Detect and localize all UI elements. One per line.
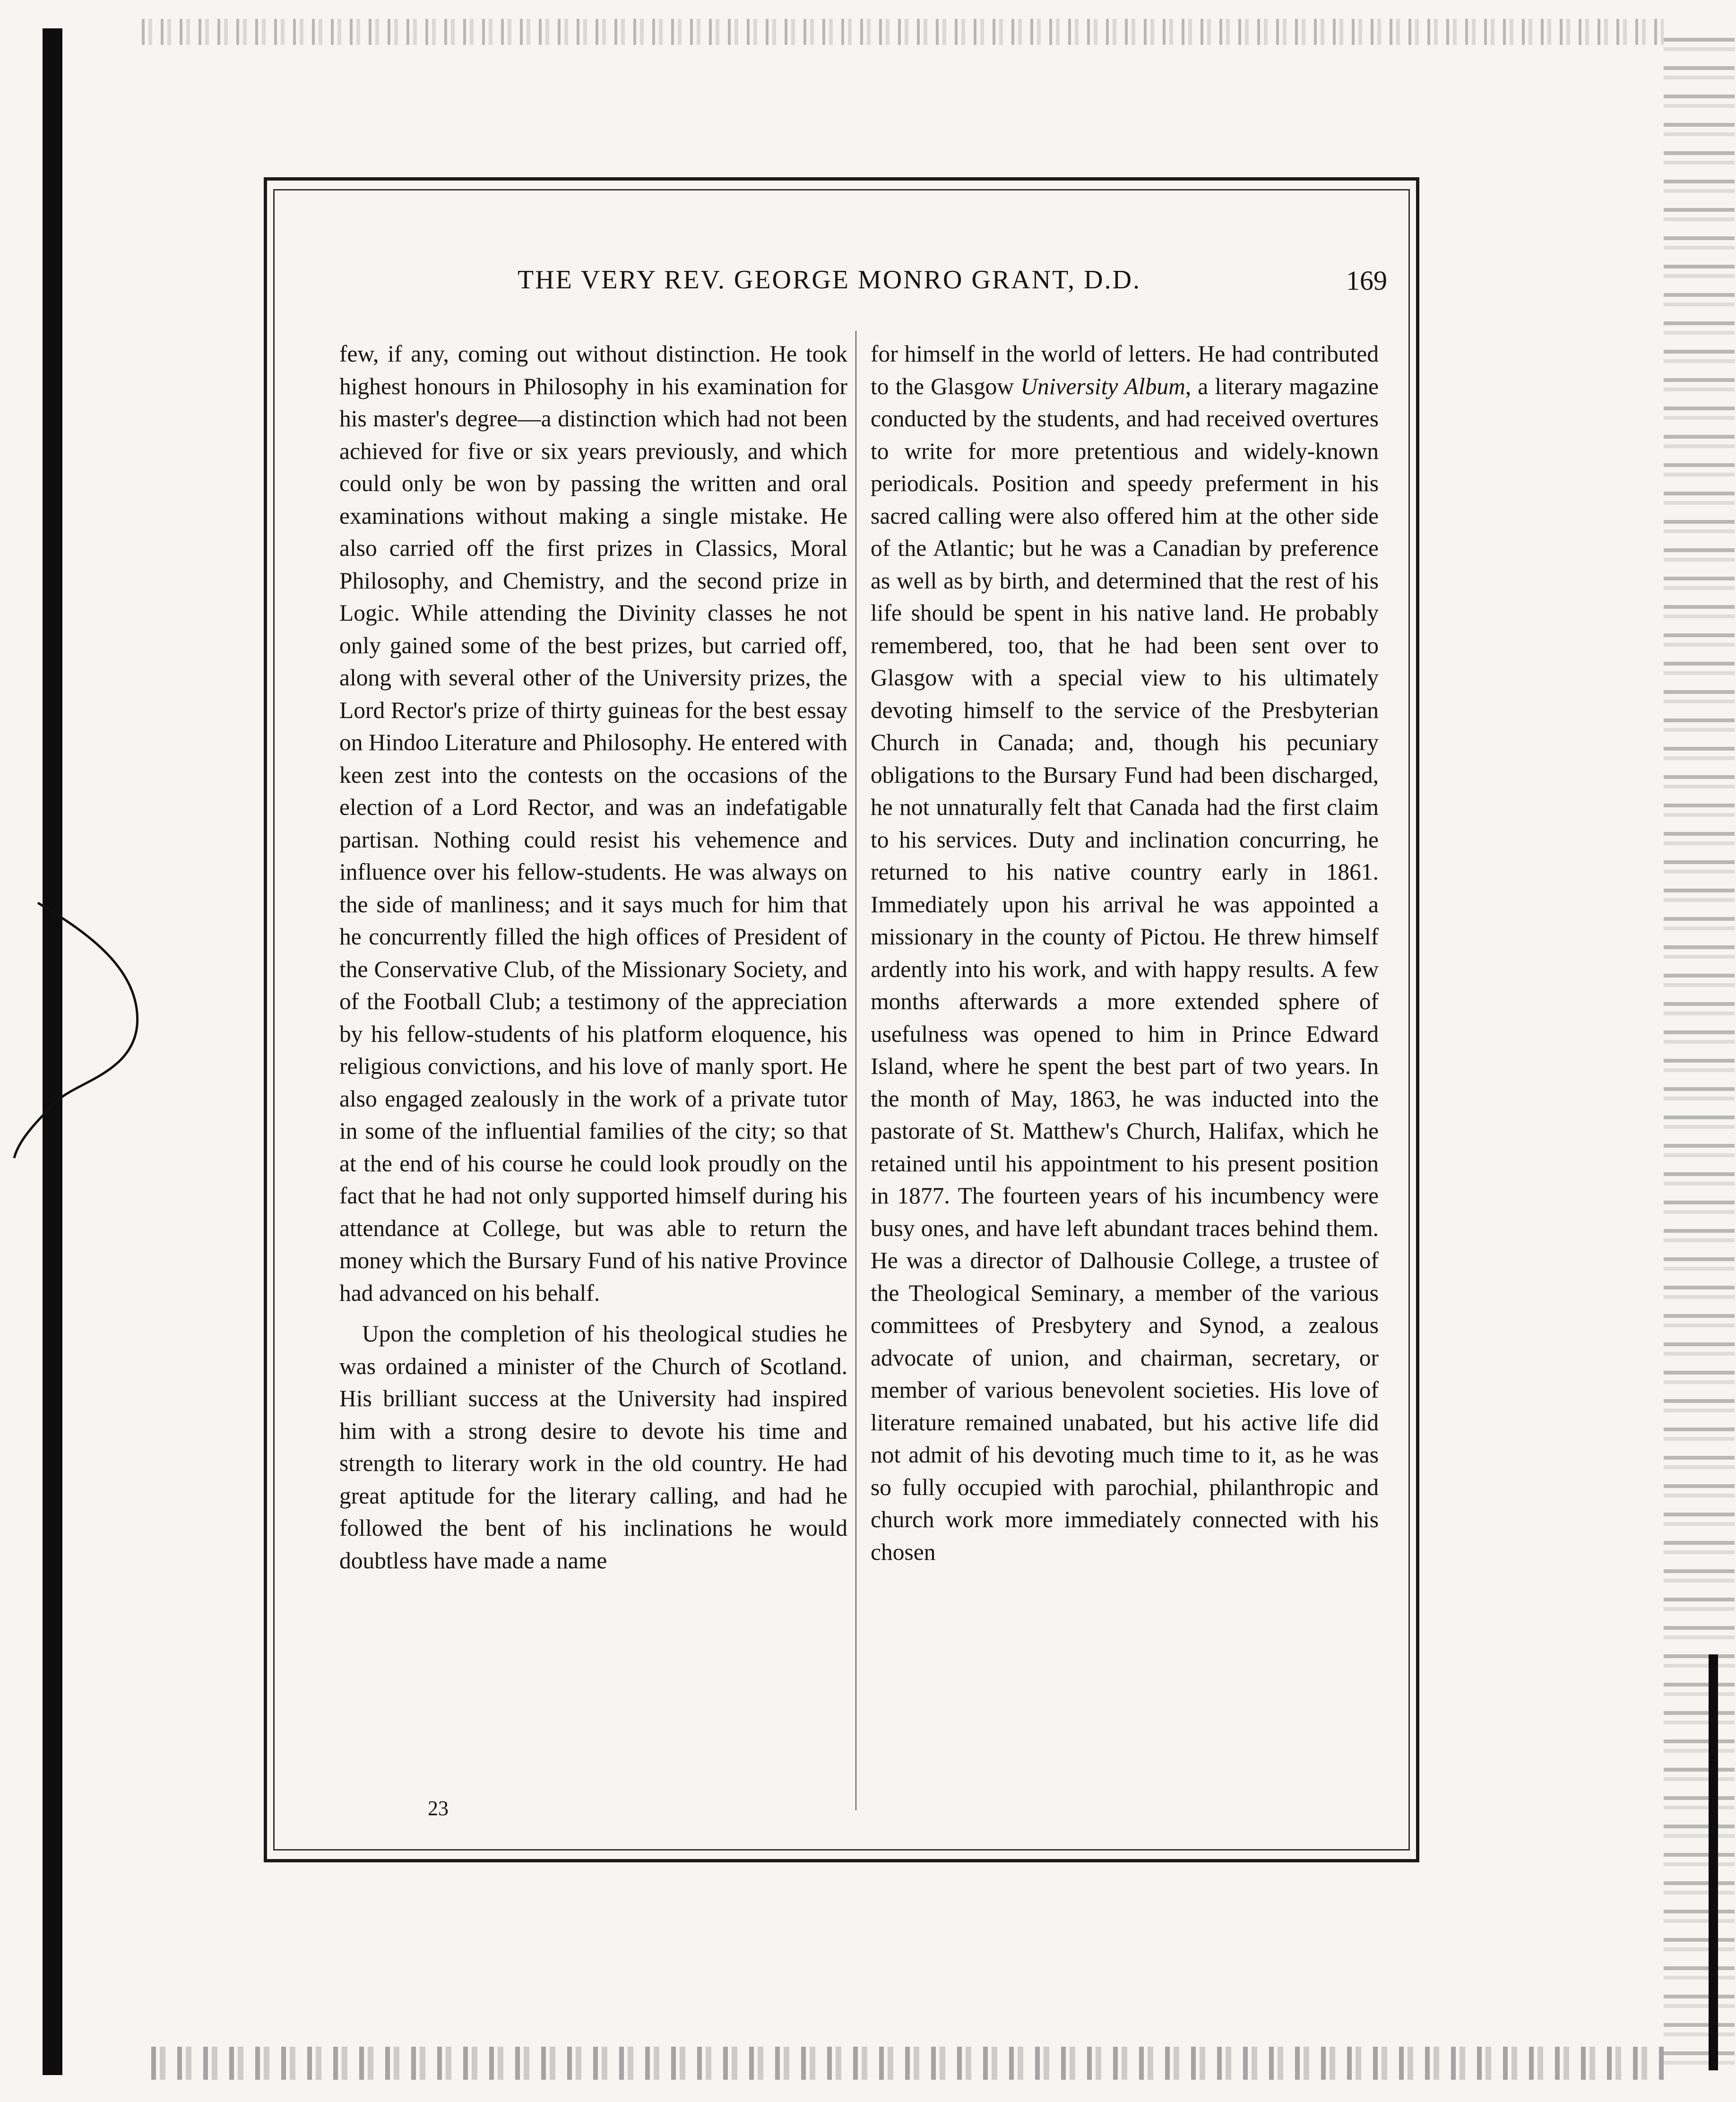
- scan-noise-right: [1664, 38, 1735, 2070]
- pencil-mark: [0, 874, 151, 1168]
- running-head: [276, 265, 1401, 303]
- signature-mark: 23: [428, 1797, 449, 1820]
- page-number: 169: [1346, 265, 1387, 296]
- scan-noise-top: [142, 19, 1664, 45]
- right-column: [871, 338, 1379, 1568]
- column-divider: [855, 331, 856, 1810]
- paragraph: Upon the completion of his theological studies he was ordained a minister of the Church of Scotland. His brilliant success at the University had inspired him with a strong desire to devote his time and strength to literary work in the old country. He had great aptitude for the literary calling, and had he followed the bent of his inclinations he would doubtless have made a name: [339, 1321, 847, 1574]
- paragraph: few, if any, coming out without distinction. He took highest honours in Philosophy in his examination for his master's degree—a distinction which had not been achieved for five or six years previously, and which could only be won by passing the written and oral examinations without making a single mistake. He also carried off the first prizes in Classics, Moral Philosophy, and Chemistry, and the second prize in Logic. While attending the Divinity classes he not only gained some of the best prizes, but carried off, along with several other of the University prizes, the Lord Rector's prize of thirty guineas for the best essay on Hindoo Literature and Philosophy. He entered with keen zest into the contests on the occasions of the election of a Lord Rector, and was an indefatigable partisan. Nothing could resist his vehemence and influence over his fellow-students. He was always on the side of manliness; and it says much for him that he concurrently filled the high offices of President of the Conservative Club, of the Missionary Society, and of the Football Club; a testimony of the appreciation by his fellow-students of his platform eloquence, his religious convictions, and his love of manly sport. He also engaged zealously in the work of a private tutor in some of the influential families of the city; so that at the end of his course he could look proudly on the fact that he had not only supported himself during his attendance at College, but was able to return the money which the Bursary Fund of his native Province had advanced on his behalf.: [339, 341, 847, 1306]
- publication-title: University Album: [1020, 373, 1185, 399]
- paragraph-text: for himself in the world of letters. He had contributed to the Glasgow: [871, 341, 1379, 399]
- paragraph-text: , a literary magazine conducted by the students, and had received overtures to write for more pretentious and widely-known periodicals. Position and speedy preferment in his sacred calling were also offered him at the other side of the Atlantic; but he was a Canadian by preference as well as by birth, and determined that the rest of his life should be spent in his native land. He probably remembered, too, that he had been sent over to Glasgow with a special view to his ultimately devoting himself to the service of the Presbyterian Church in Canada; and, though his pecuniary obligations to the Bursary Fund had been discharged, he not unnaturally felt that Canada had the first claim to his services. Duty and inclination concurring, he returned to his native country early in 1861. Immediately upon his arrival he was appointed a missionary in the county of Pictou. He threw himself ardently into his work, and with happy results. A few months afterwards a more extended sphere of usefulness was opened to him in Prince Edward Island, where he spent the best part of two years. In the month of May, 1863, he was inducted into the pastorate of St. Matthew's Church, Halifax, which he retained until his appointment to his present position in 1877. The fourteen years of his incumbency were busy ones, and have left abundant traces behind them. He was a director of Dalhousie College, a trustee of the Theological Seminary, a member of the various committees of Presbytery and Synod, a zealous advocate of union, and chairman, secretary, or member of various benevolent societies. His love of literature remained unabated, but his active life did not admit of his devoting much time to it, as he was so fully occupied with parochial, philanthropic and church work more immediately connected with his chosen: [871, 373, 1379, 1565]
- running-title: THE VERY REV. GEORGE MONRO GRANT, D.D.: [518, 265, 1141, 294]
- scan-edge-right: [1709, 1654, 1718, 2070]
- left-column: [339, 338, 847, 1577]
- paragraph: [871, 338, 1379, 1568]
- scan-noise-bottom: [151, 2047, 1664, 2080]
